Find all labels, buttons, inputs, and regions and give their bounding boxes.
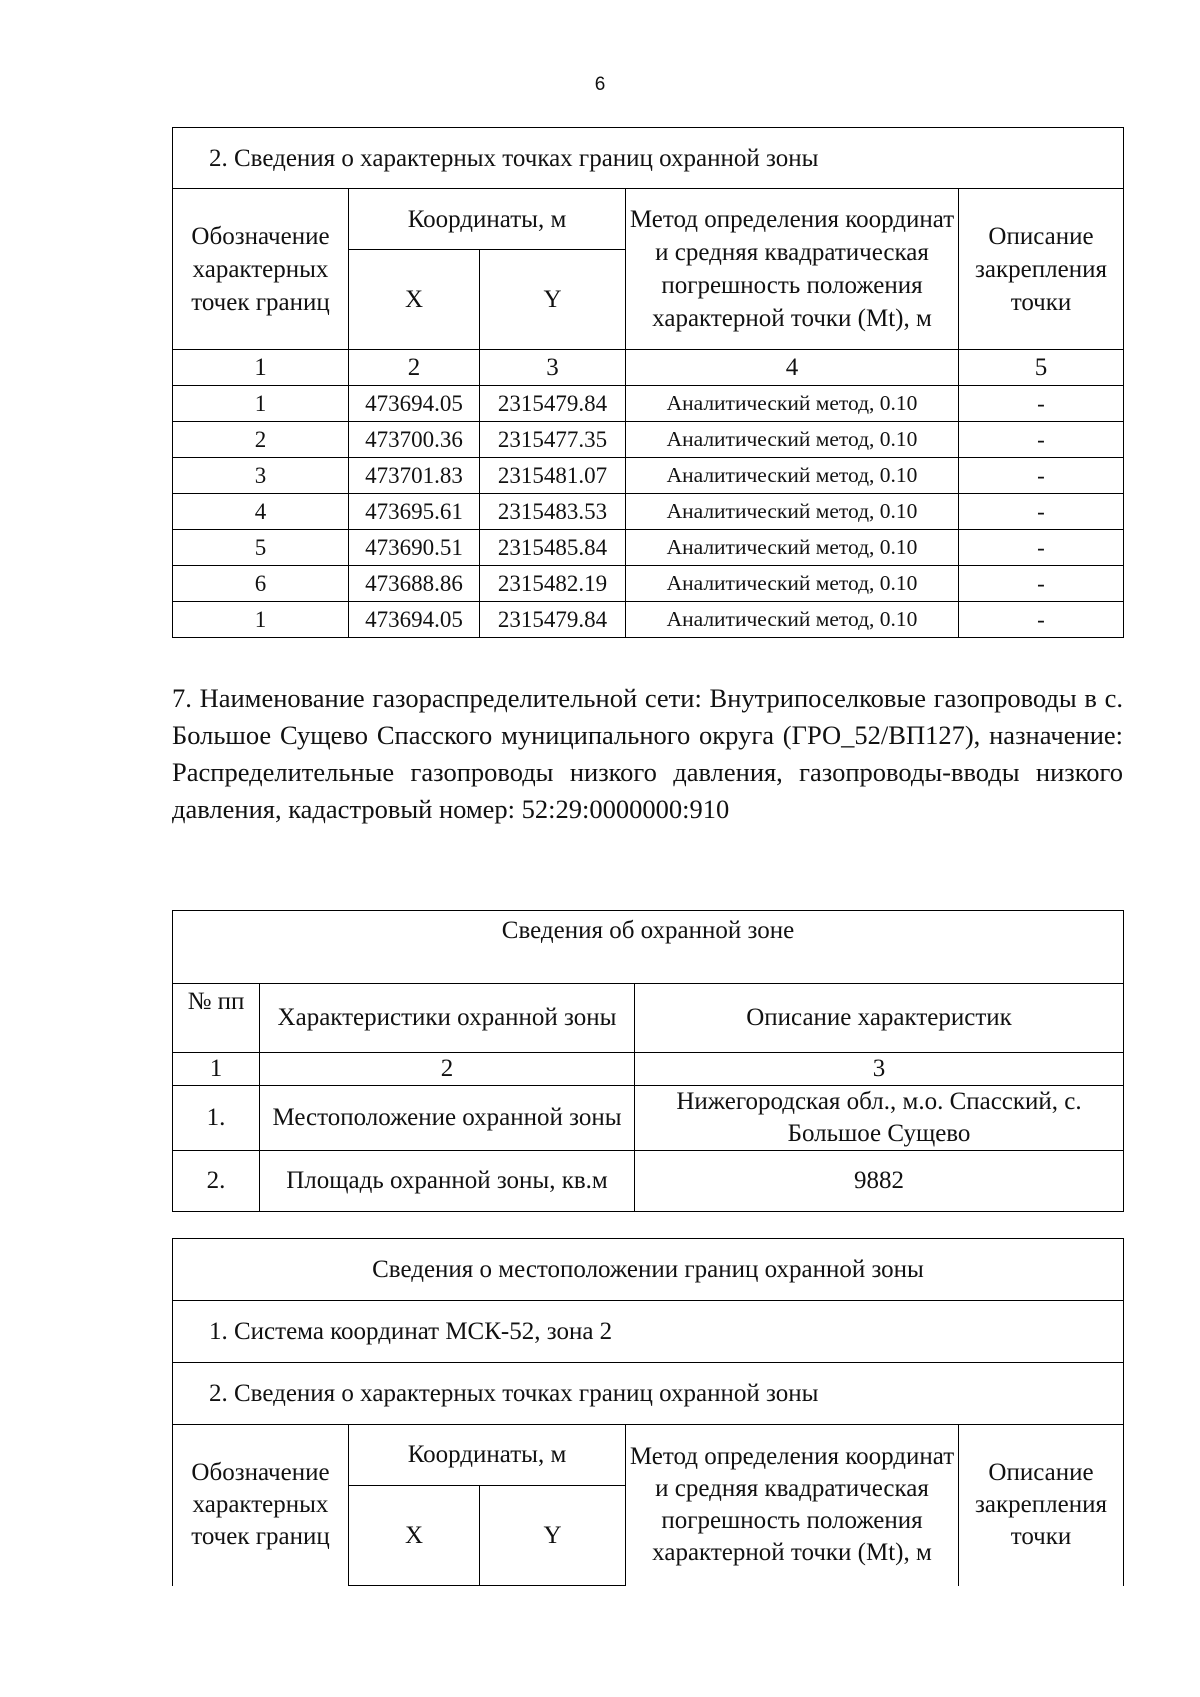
- x-header: X: [349, 250, 480, 350]
- point-cell: 1: [173, 602, 349, 638]
- method-cell: Аналитический метод, 0.10: [626, 422, 959, 458]
- method-cell: Аналитический метод, 0.10: [626, 566, 959, 602]
- x-cell: 473688.86: [349, 566, 480, 602]
- page-number: 6: [594, 74, 606, 95]
- desc-cell: -: [959, 494, 1124, 530]
- method-cell: Аналитический метод, 0.10: [626, 386, 959, 422]
- point-cell: 4: [173, 494, 349, 530]
- y-cell: 2315482.19: [480, 566, 626, 602]
- description-header: Описание закрепления точки: [959, 189, 1124, 350]
- column-number: 4: [626, 350, 959, 386]
- x-cell: 473701.83: [349, 458, 480, 494]
- y-cell: 2315479.84: [480, 602, 626, 638]
- x-cell: 473695.61: [349, 494, 480, 530]
- point-cell: 2: [173, 422, 349, 458]
- y-header: Y: [480, 250, 626, 350]
- x-cell: 473694.05: [349, 602, 480, 638]
- point-cell: 1: [173, 386, 349, 422]
- column-number: 2: [349, 350, 480, 386]
- description-header: Описание характеристик: [635, 984, 1124, 1053]
- method-cell: Аналитический метод, 0.10: [626, 458, 959, 494]
- table-title: Сведения о местоположении границ охранной зоны: [173, 1239, 1124, 1301]
- description-header: Описание закрепления точки: [959, 1425, 1124, 1586]
- protection-zone-table: [172, 910, 1124, 1212]
- table-title: Сведения об охранной зоне: [173, 911, 1124, 984]
- x-cell: 473694.05: [349, 386, 480, 422]
- boundary-points-table: [172, 127, 1124, 638]
- column-number: 5: [959, 350, 1124, 386]
- column-number: 1: [173, 350, 349, 386]
- table-row: [173, 566, 1124, 602]
- desc-cell: -: [959, 602, 1124, 638]
- column-number-row: [173, 1053, 1124, 1086]
- column-number: 3: [480, 350, 626, 386]
- table-row: [173, 494, 1124, 530]
- y-cell: 2315481.07: [480, 458, 626, 494]
- characteristic-cell: Площадь охранной зоны, кв.м: [260, 1151, 635, 1212]
- designation-header: Обозначение характерных точек границ: [173, 189, 349, 350]
- point-cell: 6: [173, 566, 349, 602]
- row-number: 2.: [173, 1151, 260, 1212]
- y-cell: 2315477.35: [480, 422, 626, 458]
- y-cell: 2315483.53: [480, 494, 626, 530]
- table-row: [173, 1151, 1124, 1212]
- designation-header: Обозначение характерных точек границ: [173, 1425, 349, 1586]
- method-header: Метод определения координат и средняя квадратическая погрешность положения характерной точки (Mt), м: [626, 189, 959, 350]
- method-header: Метод определения координат и средняя квадратическая погрешность положения характерной точки (Mt), м: [626, 1425, 959, 1586]
- characteristic-header: Характеристики охранной зоны: [260, 984, 635, 1053]
- table-row: [173, 1086, 1124, 1151]
- table-row: [173, 386, 1124, 422]
- desc-cell: -: [959, 566, 1124, 602]
- y-header: Y: [480, 1486, 626, 1586]
- desc-cell: -: [959, 458, 1124, 494]
- points-subtitle: 2. Сведения о характерных точках границ охранной зоны: [173, 1363, 1124, 1425]
- y-cell: 2315485.84: [480, 530, 626, 566]
- desc-cell: -: [959, 530, 1124, 566]
- y-cell: 2315479.84: [480, 386, 626, 422]
- table-row: [173, 530, 1124, 566]
- point-cell: 3: [173, 458, 349, 494]
- network-description-paragraph: 7. Наименование газораспределительной сети: Внутрипоселковые газопроводы в с. Большое Сущево Спасского муниципального округа (ГРО_52/ВП127), назначение: Распределительные газопроводы низкого давления, газопроводы-вводы низкого давления, кадастровый номер: 52:29:0000000:910: [172, 683, 1123, 824]
- row-number: 1.: [173, 1086, 260, 1151]
- coordinates-header: Координаты, м: [349, 189, 626, 250]
- description-cell: Нижегородская обл., м.о. Спасский, с. Большое Сущево: [635, 1086, 1124, 1151]
- method-cell: Аналитический метод, 0.10: [626, 530, 959, 566]
- x-cell: 473690.51: [349, 530, 480, 566]
- characteristic-cell: Местоположение охранной зоны: [260, 1086, 635, 1151]
- method-cell: Аналитический метод, 0.10: [626, 602, 959, 638]
- table-title: 2. Сведения о характерных точках границ охранной зоны: [173, 128, 1124, 189]
- column-number: 3: [635, 1053, 1124, 1086]
- coordinates-header: Координаты, м: [349, 1425, 626, 1486]
- x-cell: 473700.36: [349, 422, 480, 458]
- x-header: X: [349, 1486, 480, 1586]
- column-number-row: [173, 350, 1124, 386]
- number-header: № пп: [173, 984, 260, 1053]
- table-row: [173, 602, 1124, 638]
- column-number: 1: [173, 1053, 260, 1086]
- boundary-location-table: [172, 1238, 1124, 1586]
- table-row: [173, 422, 1124, 458]
- method-cell: Аналитический метод, 0.10: [626, 494, 959, 530]
- point-cell: 5: [173, 530, 349, 566]
- desc-cell: -: [959, 386, 1124, 422]
- desc-cell: -: [959, 422, 1124, 458]
- coordinate-system: 1. Система координат МСК-52, зона 2: [173, 1301, 1124, 1363]
- column-number: 2: [260, 1053, 635, 1086]
- table-row: [173, 458, 1124, 494]
- description-cell: 9882: [635, 1151, 1124, 1212]
